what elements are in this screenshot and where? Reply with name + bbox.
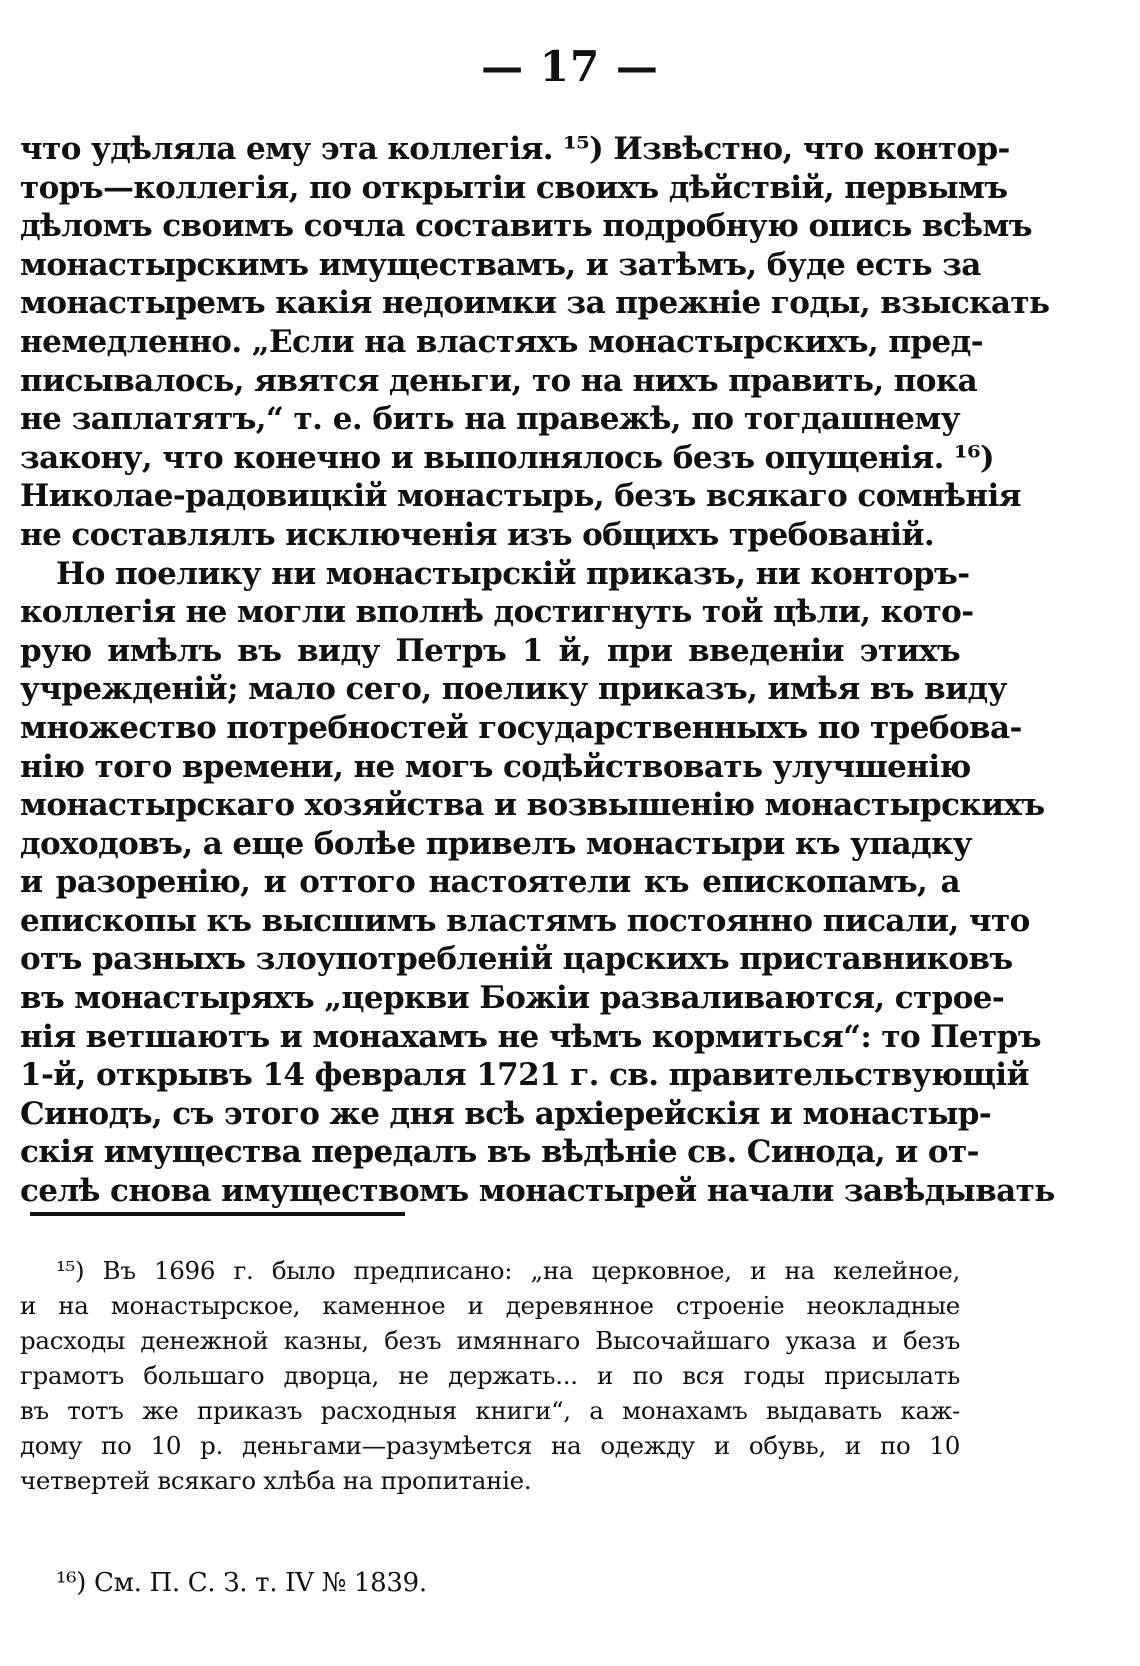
body-line: Синодъ, съ этого же дня всѣ архіерейскія и монастыр-: [20, 1095, 992, 1132]
body-line: немедленно. „Если на властяхъ монастырскихъ, пред-: [20, 323, 983, 360]
body-line: 1-й, открывъ 14 февраля 1721 г. св. правительствующій: [20, 1057, 1029, 1094]
body-line: не заплатятъ,“ т. е. бить на правежѣ, по тогдашнему: [20, 401, 960, 438]
body-line: множество потребностей государственныхъ по требова-: [20, 709, 1022, 746]
body-line: дѣломъ своимъ сочла составить подробную опись всѣмъ: [20, 208, 1032, 245]
footnote-15: [20, 1253, 960, 1498]
body-line: коллегія не могли вполнѣ достигнуть той цѣли, кото-: [20, 594, 974, 631]
footnote-line: въ тотъ же приказъ расходныя книги“, а монахамъ выдавать каж-: [20, 1396, 960, 1425]
body-line: отъ разныхъ злоупотребленій царскихъ приставниковъ: [20, 941, 1013, 978]
body-line: доходовъ, а еще болѣе привелъ монастыри къ упадку: [20, 825, 973, 862]
body-line: Николае-радовицкій монастырь, безъ всякаго сомнѣнія: [20, 478, 1021, 515]
body-line: епископы къ высшимъ властямъ постоянно писали, что: [20, 902, 1030, 939]
body-line: монастырскимъ имуществамъ, и затѣмъ, буде есть за: [20, 246, 981, 283]
footnote-line: дому по 10 р. деньгами—разумѣется на одежду и обувь, и по 10: [20, 1431, 960, 1460]
footnote-line: грамотъ большаго дворца, не держать... и по вся годы присылать: [20, 1361, 960, 1390]
body-line: селѣ снова имуществомъ монастырей начали завѣдывать: [20, 1173, 1055, 1210]
footnote-divider: [30, 1212, 405, 1216]
footnote-line: ¹⁵) Въ 1696 г. было предписано: „на церковное, и на келейное,: [56, 1256, 960, 1285]
footnote-line: четвертей всякаго хлѣба на пропитаніе.: [20, 1466, 532, 1495]
body-line: писывалось, явятся деньги, то на нихъ править, пока: [20, 362, 978, 399]
body-line: Но поелику ни монастырскій приказъ, ни конторъ-: [56, 555, 970, 592]
body-line: нію того времени, не могъ содѣйствовать улучшенію: [20, 748, 971, 785]
footnote-line: расходы денежной казны, безъ имяннаго Высочайшаго указа и безъ: [20, 1326, 960, 1355]
body-line: учрежденій; мало сего, поелику приказъ, имѣя въ виду: [20, 671, 1007, 708]
footnote-line: и на монастырское, каменное и деревянное строеніе неокладные: [20, 1291, 960, 1320]
body-line: закону, что конечно и выполнялось безъ опущенія. ¹⁶): [20, 439, 995, 476]
body-line: не составлялъ исключенія изъ общихъ требованій.: [20, 516, 935, 553]
body-line: въ монастыряхъ „церкви Божіи разваливаются, строе-: [20, 980, 1005, 1017]
body-line: рую имѣлъ въ виду Петръ 1 й, при введеніи этихъ: [20, 632, 960, 669]
body-text: [20, 130, 1055, 1211]
body-line: что удѣляла ему эта коллегія. ¹⁵) Извѣстно, что контор-: [20, 131, 1010, 167]
body-line: скія имущества передалъ въ вѣдѣніе св. Синода, и от-: [20, 1134, 979, 1171]
footnote-16: [20, 1566, 960, 1601]
body-line: и разоренію, и оттого настоятели къ епископамъ, а: [20, 864, 960, 901]
footnote-line: ¹⁶) См. П. С. З. т. IV № 1839.: [56, 1568, 427, 1598]
body-line: монастырскаго хозяйства и возвышенію монастырскихъ: [20, 787, 1045, 824]
body-line: нія ветшаютъ и монахамъ не чѣмъ кормиться“: то Петръ: [20, 1018, 1041, 1055]
body-line: монастыремъ какія недоимки за прежніе годы, взыскать: [20, 285, 1050, 322]
page-number: — 17 —: [481, 42, 659, 91]
body-line: торъ—коллегія, по открытіи своихъ дѣйствій, первымъ: [20, 169, 1008, 206]
